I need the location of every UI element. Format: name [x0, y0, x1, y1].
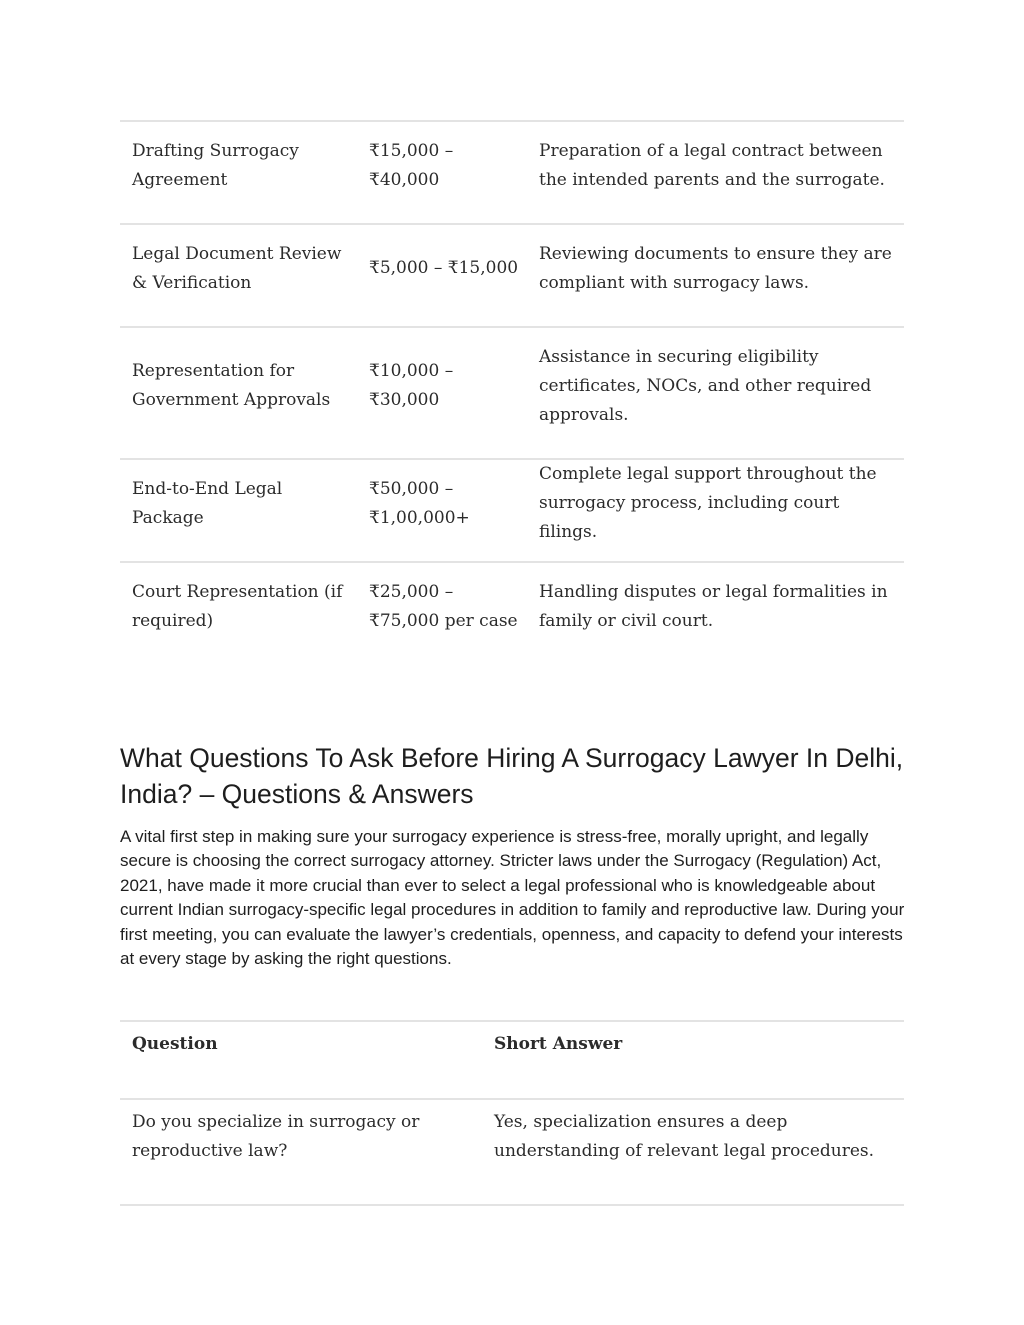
question-header: Question [120, 1021, 482, 1099]
table-row [120, 459, 904, 562]
fee-cell: ₹25,000 – ₹75,000 per case [357, 562, 529, 664]
fee-cell: ₹50,000 – ₹1,00,000+ [357, 459, 529, 562]
description-cell: Reviewing documents to ensure they are compliant with surrogacy laws. [529, 224, 904, 327]
description-cell: Handling disputes or legal formalities in family or civil court. [529, 562, 904, 664]
table-header-row [120, 1021, 904, 1099]
fee-cell: ₹15,000 – ₹40,000 [357, 121, 529, 224]
table-row [120, 327, 904, 459]
fee-cell: ₹5,000 – ₹15,000 [357, 224, 529, 327]
table-row [120, 562, 904, 664]
table-row [120, 121, 904, 224]
service-cell: Legal Document Review & Verification [120, 224, 357, 327]
fee-table-container [120, 120, 904, 664]
fee-cell: ₹10,000 – ₹30,000 [357, 327, 529, 459]
intro-paragraph: A vital first step in making sure your surrogacy experience is stress-free, morally upright, and legally secure is choosing the correct surrogacy attorney. Stricter laws under the Surrogacy (Regulation) Act, 2021, have made it more crucial than ever to select a legal professional who is knowledgeable about current Indian surrogacy-specific legal procedures in addition to family and reproductive law. During your first meeting, you can evaluate the lawyer’s credentials, openness, and capacity to defend your interests at every stage by asking the right questions. [120, 827, 905, 969]
question-cell: Do you specialize in surrogacy or reproductive law? [120, 1099, 482, 1205]
answer-header: Short Answer [482, 1021, 904, 1099]
table-row [120, 224, 904, 327]
section-heading: What Questions To Ask Before Hiring A Surrogacy Lawyer In Delhi, India? – Questions & Answers [120, 743, 904, 809]
fee-table [120, 120, 904, 664]
qa-table [120, 1020, 904, 1206]
service-cell: Representation for Government Approvals [120, 327, 357, 459]
description-cell: Complete legal support throughout the surrogacy process, including court filings. [529, 459, 904, 562]
answer-cell: Yes, specialization ensures a deep understanding of relevant legal procedures. [482, 1099, 904, 1205]
table-row [120, 1099, 904, 1205]
service-cell: End-to-End Legal Package [120, 459, 357, 562]
description-cell: Preparation of a legal contract between the intended parents and the surrogate. [529, 121, 904, 224]
description-cell: Assistance in securing eligibility certificates, NOCs, and other required approvals. [529, 327, 904, 459]
service-cell: Court Representation (if required) [120, 562, 357, 664]
service-cell: Drafting Surrogacy Agreement [120, 121, 357, 224]
